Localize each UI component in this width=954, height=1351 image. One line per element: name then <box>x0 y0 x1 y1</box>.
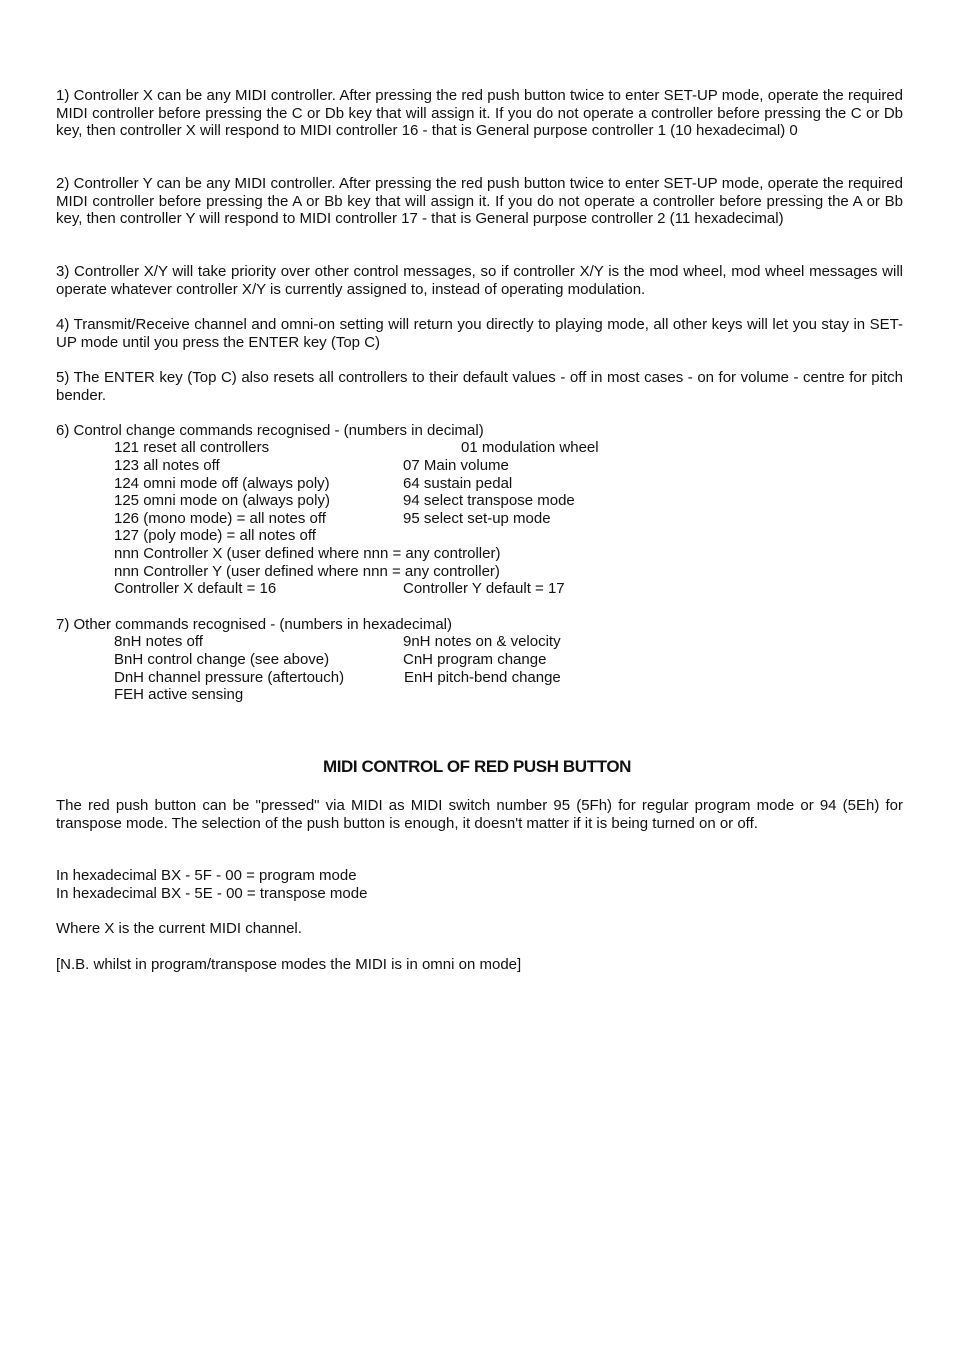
oc-left-4: FEH active sensing <box>114 686 244 703</box>
cc-right-1: 01 modulation wheel <box>461 439 599 456</box>
note-2: 2) Controller Y can be any MIDI controller. After pressing the red push button twice to enter SET-UP mode, operate the required MIDI controller before pressing the A or Bb key that will assign it. If you do not operate a controller before pressing the A or Bb key, then controller Y will respond to MIDI controller 17 - that is General purpose controller 2 (11 hexadecimal) <box>56 175 903 228</box>
cc-right-2: 07 Main volume <box>403 457 509 474</box>
oc-left-1: 8nH notes off <box>114 633 203 650</box>
note-4: 4) Transmit/Receive channel and omni-on setting will return you directly to playing mode, all other keys will let you stay in SET-UP mode until you press the ENTER key (Top C) <box>56 316 903 351</box>
cc-left-4: 125 omni mode on (always poly) <box>114 492 330 509</box>
cc-left-2: 123 all notes off <box>114 457 220 474</box>
note-5: 5) The ENTER key (Top C) also resets all controllers to their default values - off in most cases - on for volume - centre for pitch bender. <box>56 369 903 404</box>
cc-left-8: nnn Controller Y (user defined where nnn = any controller) <box>114 563 500 580</box>
control-change-title: 6) Control change commands recognised - (numbers in decimal) <box>56 422 484 439</box>
cc-left-1: 121 reset all controllers <box>114 439 270 456</box>
section-heading: MIDI CONTROL OF RED PUSH BUTTON <box>322 757 632 776</box>
push-button-intro: The red push button can be "pressed" via MIDI as MIDI switch number 95 (5Fh) for regular program mode or 94 (5Eh) for transpose mode. The selection of the push button is enough, it doesn't matter if it is being turned on or off. <box>56 797 903 832</box>
cc-left-7: nnn Controller X (user defined where nnn = any controller) <box>114 545 501 562</box>
hex-program-line: In hexadecimal BX - 5F - 00 = program mode <box>56 867 357 884</box>
oc-right-2: CnH program change <box>403 651 547 668</box>
hex-transpose-line: In hexadecimal BX - 5E - 00 = transpose mode <box>56 885 368 902</box>
cc-right-3: 64 sustain pedal <box>403 475 513 492</box>
oc-right-1: 9nH notes on & velocity <box>403 633 561 650</box>
cc-right-5: 95 select set-up mode <box>403 510 551 527</box>
cc-left-9: Controller X default = 16 <box>114 580 277 597</box>
cc-right-4: 94 select transpose mode <box>403 492 575 509</box>
nb-line: [N.B. whilst in program/transpose modes the MIDI is in omni on mode] <box>56 956 522 973</box>
where-x-line: Where X is the current MIDI channel. <box>56 920 302 937</box>
cc-left-6: 127 (poly mode) = all notes off <box>114 527 316 544</box>
oc-right-3: EnH pitch-bend change <box>404 669 561 686</box>
note-1: 1) Controller X can be any MIDI controller. After pressing the red push button twice to enter SET-UP mode, operate the required MIDI controller before pressing the C or Db key that will assign it. If you do not operate a controller before pressing the C or Db key, then controller X will respond to MIDI controller 16 - that is General purpose controller 1 (10 hexadecimal) 0 <box>56 87 903 140</box>
cc-left-5: 126 (mono mode) = all notes off <box>114 510 326 527</box>
note-3: 3) Controller X/Y will take priority over other control messages, so if controller X/Y is the mod wheel, mod wheel messages will operate whatever controller X/Y is currently assigned to, instead of operating modulation. <box>56 263 903 298</box>
oc-left-3: DnH channel pressure (aftertouch) <box>114 669 345 686</box>
cc-right-9: Controller Y default = 17 <box>403 580 565 597</box>
cc-left-3: 124 omni mode off (always poly) <box>114 475 330 492</box>
oc-left-2: BnH control change (see above) <box>114 651 330 668</box>
other-commands-title: 7) Other commands recognised - (numbers in hexadecimal) <box>56 616 452 633</box>
